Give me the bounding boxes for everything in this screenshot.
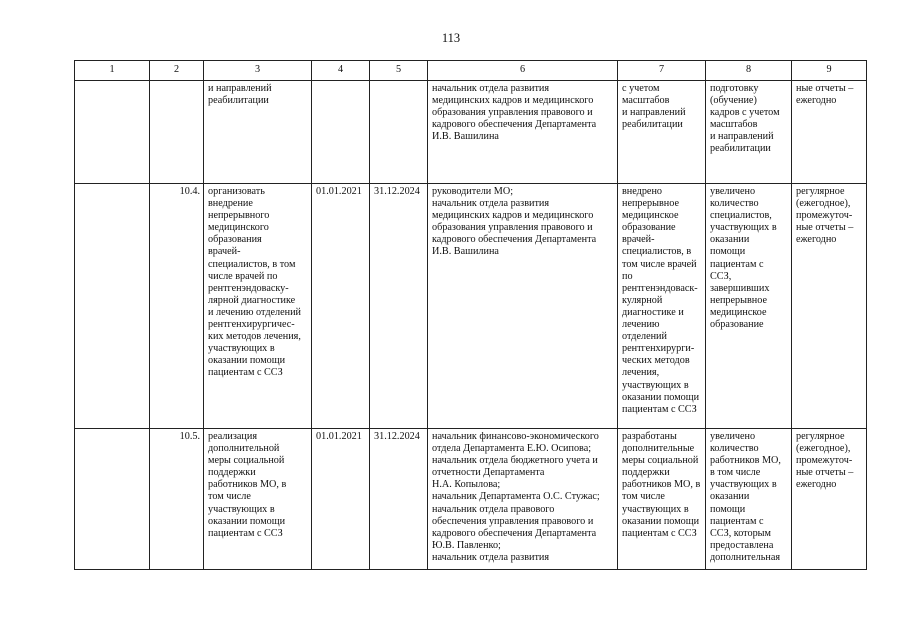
cell-measure-line: лярной диагностике: [208, 294, 296, 306]
cell-result-line: специалистов, в: [622, 246, 692, 258]
cell-indicator-line: специалистов,: [710, 210, 772, 222]
cell-result-line: работников МО, в: [622, 479, 701, 491]
cell-indicator: [706, 184, 792, 429]
cell-measure-line: числе врачей по: [208, 270, 278, 282]
cell-result: [618, 184, 706, 429]
cell-responsible-line: начальник отдела развития: [432, 198, 550, 210]
cell-result-line: рентгенхирурги-: [622, 343, 695, 355]
cell-end-date: 31.12.2024: [370, 184, 428, 429]
cell-indicator-line: ССЗ,: [710, 270, 732, 282]
cell-indicator-line: помощи: [710, 246, 746, 258]
cell-responsible-line: медицинских кадров и медицинского: [432, 95, 594, 107]
cell-reporting-line: регулярное: [796, 431, 845, 442]
cell-responsible-line: начальник отдела бюджетного учета и: [432, 455, 598, 467]
header-col-1: 1: [75, 61, 150, 81]
cell-indicator-line: участвующих в: [710, 222, 777, 234]
cell-result-line: лечению: [622, 319, 660, 331]
header-row: [75, 61, 867, 81]
cell-indicator-line: дополнительная: [710, 551, 781, 563]
cell-responsible-line: И.В. Вашилина: [432, 246, 499, 258]
cell-result-line: меры социальной: [622, 455, 699, 467]
cell-indicator-line: образование: [710, 319, 764, 331]
cell-responsible-line: медицинских кадров и медицинского: [432, 210, 594, 222]
cell-measure-line: реализация: [208, 431, 258, 442]
cell-result-line: ческих методов: [622, 355, 690, 367]
cell-indicator-line: (обучение): [710, 95, 757, 107]
header-col-6: 6: [428, 61, 618, 81]
cell-measure-line: образования: [208, 234, 262, 246]
cell-result-line: пациентам с ССЗ: [622, 527, 697, 539]
cell-measure-line: и направлений: [208, 83, 272, 94]
cell-result-line: медицинское: [622, 210, 679, 222]
cell-indicator-line: кадров с учетом: [710, 107, 780, 119]
cell-measure-line: медицинского: [208, 222, 269, 234]
cell-reporting-line: промежуточ-: [796, 210, 853, 222]
cell-reporting-line: (ежегодное),: [796, 443, 851, 455]
table-body: [75, 81, 867, 570]
cell-reporting: [792, 81, 867, 184]
cell-result-line: разработаны: [622, 431, 677, 442]
cell-result-line: кулярной: [622, 294, 663, 306]
header-col-7: 7: [618, 61, 706, 81]
cell-result-line: том числе врачей: [622, 258, 697, 270]
cell-start-date: [312, 81, 370, 184]
cell-indicator-line: количество: [710, 198, 759, 210]
cell-indicator-line: непрерывное: [710, 294, 767, 306]
cell-responsible-line: начальник финансово-экономического: [432, 431, 599, 442]
cell-indicator: [706, 81, 792, 184]
cell-measure-line: участвующих в: [208, 503, 275, 515]
cell-indicator-line: работников МО,: [710, 455, 781, 467]
cell-measure: [204, 184, 312, 429]
cell-result-line: по: [622, 270, 633, 282]
cell-indicator-line: оказании: [710, 491, 750, 503]
cell-reporting: [792, 184, 867, 429]
cell-reporting: [792, 429, 867, 570]
cell-responsible-line: руководители МО;: [432, 186, 514, 197]
cell-responsible-line: отчетности Департамента: [432, 467, 545, 479]
table-row: [75, 81, 867, 184]
cell-responsible-line: образования управления правового и: [432, 107, 593, 119]
cell-measure-line: том числе: [208, 491, 251, 503]
cell-reporting-line: ные отчеты –: [796, 467, 854, 479]
cell-number: 10.4.: [150, 184, 204, 429]
cell-result-line: реабилитации: [622, 119, 683, 131]
cell-reporting-line: (ежегодное),: [796, 198, 851, 210]
cell-indicator-line: предоставлена: [710, 539, 774, 551]
cell-start-date: 01.01.2021: [312, 184, 370, 429]
cell-responsible-line: кадрового обеспечения Департамента: [432, 234, 597, 246]
cell-responsible-line: начальник отдела развития: [432, 83, 550, 94]
measures-table: [74, 60, 867, 570]
cell-measure-line: дополнительной: [208, 443, 280, 455]
cell-indicator-line: увеличено: [710, 186, 756, 197]
page-number: 113: [441, 31, 461, 45]
cell-reporting-line: ежегодно: [796, 479, 837, 491]
cell-measure-line: поддержки: [208, 467, 256, 479]
cell-indicator-line: ССЗ, которым: [710, 527, 771, 539]
cell-result-line: внедрено: [622, 186, 662, 197]
cell-indicator-line: помощи: [710, 503, 746, 515]
cell-result-line: оказании помощи: [622, 391, 700, 403]
cell-indicator-line: реабилитации: [710, 143, 771, 155]
cell-indicator-line: количество: [710, 443, 759, 455]
cell-result-line: рентгенэндоваск-: [622, 282, 698, 294]
cell-indicator-line: в том числе: [710, 467, 761, 479]
cell-measure-line: оказании помощи: [208, 355, 286, 367]
table-row: [75, 429, 867, 570]
cell-result-line: непрерывное: [622, 198, 679, 210]
cell-indicator-line: пациентам с: [710, 515, 764, 527]
cell-measure-line: и лечению отделений: [208, 306, 302, 318]
header-col-2: 2: [150, 61, 204, 81]
cell-result-line: масштабов: [622, 95, 670, 107]
cell-measure-line: реабилитации: [208, 95, 269, 107]
cell-result-line: диагностике и: [622, 306, 684, 318]
cell-col1: [75, 81, 150, 184]
cell-responsible-line: И.В. Вашилина: [432, 131, 499, 143]
header-col-5: 5: [370, 61, 428, 81]
cell-measure-line: врачей-: [208, 246, 241, 258]
cell-result-line: и направлений: [622, 107, 686, 119]
cell-measure-line: организовать: [208, 186, 265, 197]
cell-number: [150, 81, 204, 184]
cell-result-line: участвующих в: [622, 379, 689, 391]
cell-measure: [204, 81, 312, 184]
cell-col1: [75, 429, 150, 570]
cell-responsible-line: начальник Департамента О.С. Стужас;: [432, 491, 600, 503]
cell-measure-line: непрерывного: [208, 210, 270, 222]
cell-responsible: [428, 429, 618, 570]
cell-indicator-line: оказании: [710, 234, 750, 246]
cell-result-line: отделений: [622, 331, 667, 343]
cell-responsible: [428, 184, 618, 429]
cell-responsible-line: кадрового обеспечения Департамента: [432, 527, 597, 539]
header-col-9: 9: [792, 61, 867, 81]
cell-end-date: [370, 81, 428, 184]
cell-result-line: врачей-: [622, 234, 655, 246]
cell-indicator-line: увеличено: [710, 431, 756, 442]
header-col-8: 8: [706, 61, 792, 81]
cell-responsible-line: образования управления правового и: [432, 222, 593, 234]
cell-indicator-line: медицинское: [710, 306, 767, 318]
cell-indicator: [706, 429, 792, 570]
cell-result-line: с учетом: [622, 83, 660, 94]
cell-responsible-line: Ю.В. Павленко;: [432, 539, 501, 551]
cell-indicator-line: подготовку: [710, 83, 759, 94]
cell-reporting-line: ежегодно: [796, 95, 837, 107]
cell-number: 10.5.: [150, 429, 204, 570]
cell-measure-line: меры социальной: [208, 455, 285, 467]
cell-reporting-line: промежуточ-: [796, 455, 853, 467]
cell-result-line: лечения,: [622, 367, 660, 379]
cell-indicator-line: завершивших: [710, 282, 770, 294]
cell-responsible-line: кадрового обеспечения Департамента: [432, 119, 597, 131]
cell-measure-line: работников МО, в: [208, 479, 287, 491]
header-col-4: 4: [312, 61, 370, 81]
cell-indicator-line: пациентам с: [710, 258, 764, 270]
cell-end-date: 31.12.2024: [370, 429, 428, 570]
cell-measure-line: внедрение: [208, 198, 253, 210]
cell-indicator-line: и направлений: [710, 131, 774, 143]
cell-result-line: поддержки: [622, 467, 670, 479]
cell-measure: [204, 429, 312, 570]
cell-result: [618, 429, 706, 570]
cell-responsible-line: отдела Департамента Е.Ю. Осипова;: [432, 443, 592, 455]
cell-indicator-line: участвующих в: [710, 479, 777, 491]
cell-responsible-line: обеспечения управления правового и: [432, 515, 594, 527]
cell-measure-line: пациентам с ССЗ: [208, 527, 283, 539]
cell-responsible-line: начальник отдела развития: [432, 551, 550, 563]
cell-responsible-line: Н.А. Копылова;: [432, 479, 501, 491]
cell-reporting-line: ные отчеты –: [796, 83, 854, 94]
cell-reporting-line: ные отчеты –: [796, 222, 854, 234]
cell-reporting-line: ежегодно: [796, 234, 837, 246]
cell-result-line: образование: [622, 222, 676, 234]
cell-responsible-line: начальник отдела правового: [432, 503, 555, 515]
cell-responsible: [428, 81, 618, 184]
cell-result-line: пациентам с ССЗ: [622, 403, 697, 415]
cell-measure-line: оказании помощи: [208, 515, 286, 527]
cell-result-line: том числе: [622, 491, 665, 503]
cell-result: [618, 81, 706, 184]
cell-measure-line: участвующих в: [208, 343, 275, 355]
cell-measure-line: пациентам с ССЗ: [208, 367, 283, 379]
cell-result-line: участвующих в: [622, 503, 689, 515]
header-col-3: 3: [204, 61, 312, 81]
cell-result-line: оказании помощи: [622, 515, 700, 527]
cell-indicator-line: масштабов: [710, 119, 758, 131]
cell-start-date: 01.01.2021: [312, 429, 370, 570]
cell-measure-line: ких методов лечения,: [208, 331, 301, 343]
cell-measure-line: рентгенхирургичес-: [208, 319, 295, 331]
cell-measure-line: специалистов, в том: [208, 258, 296, 270]
cell-result-line: дополнительные: [622, 443, 695, 455]
table-row: [75, 184, 867, 429]
cell-reporting-line: регулярное: [796, 186, 845, 197]
cell-measure-line: рентгенэндоваску-: [208, 282, 289, 294]
cell-col1: [75, 184, 150, 429]
